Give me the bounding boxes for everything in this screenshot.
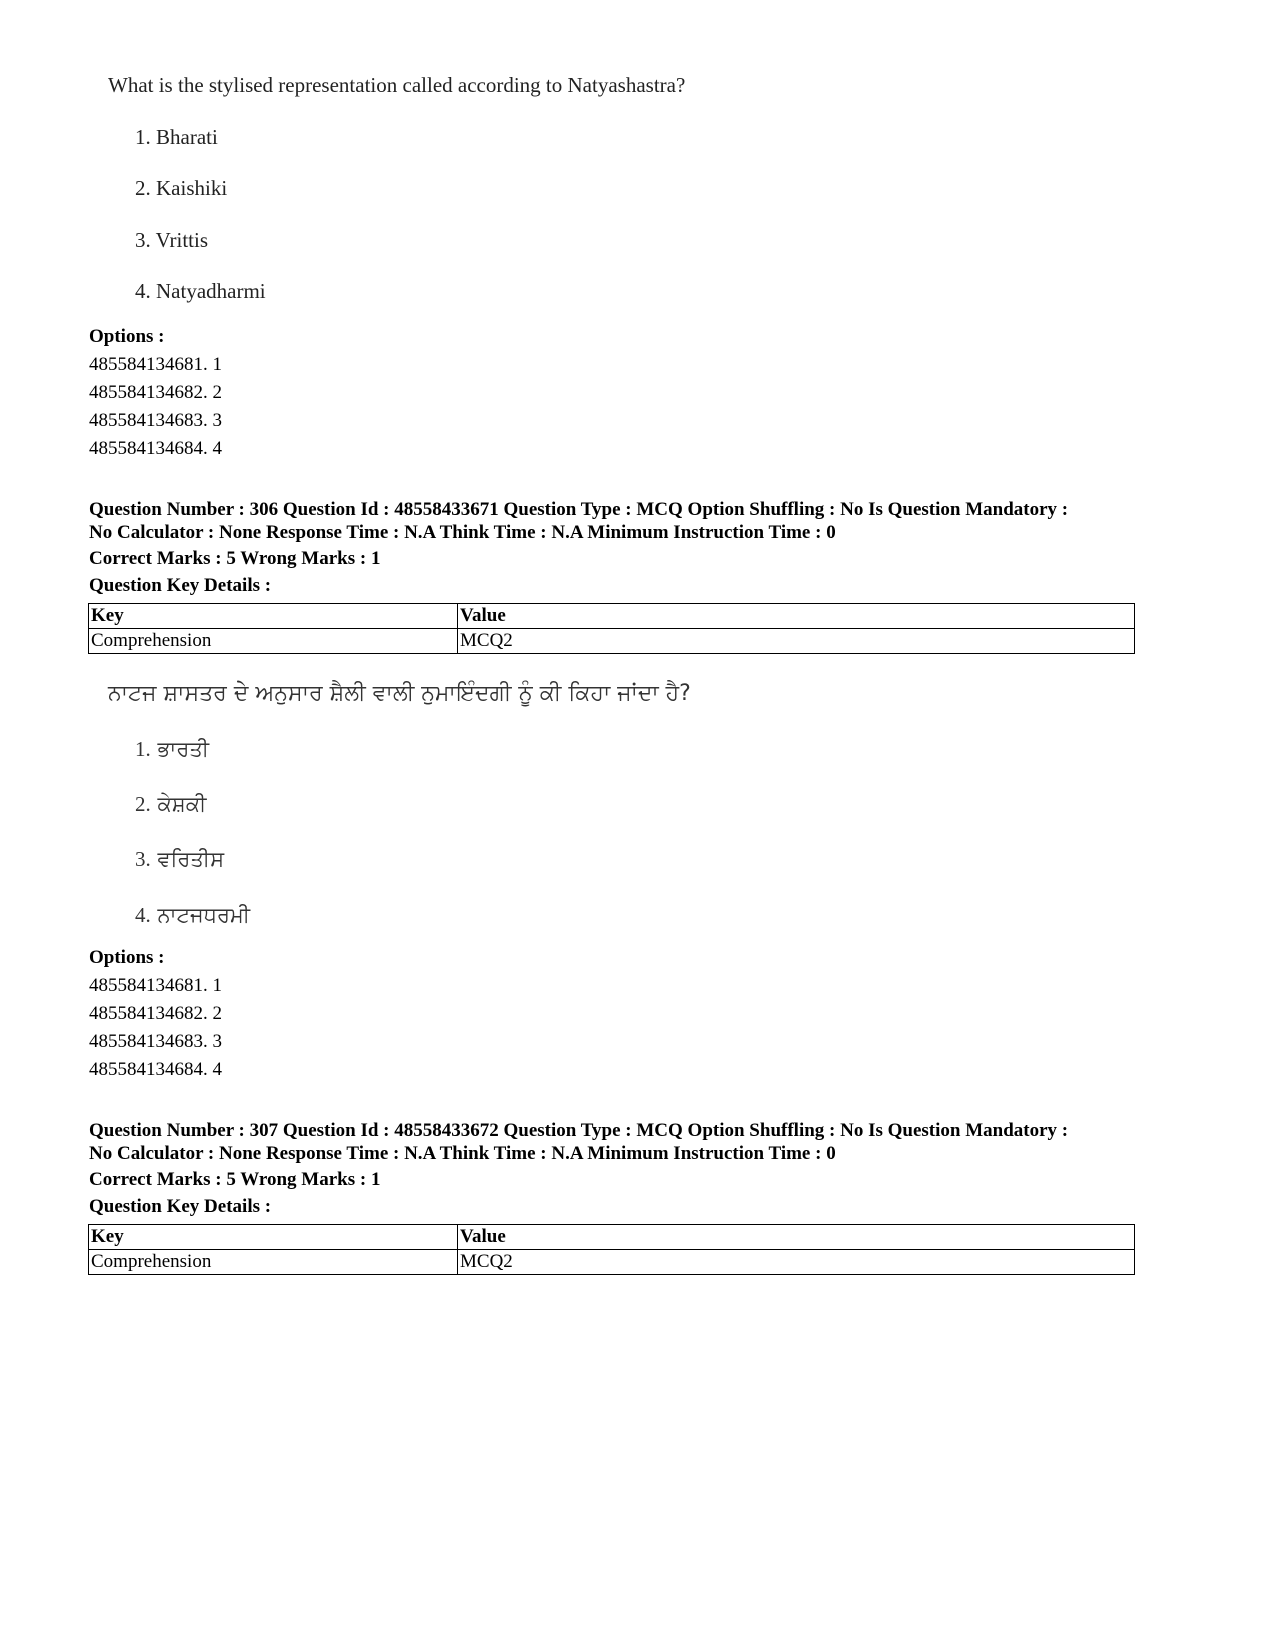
table-header-row (89, 604, 1135, 629)
table-row (89, 1250, 1135, 1275)
question-306-key-table (88, 603, 1135, 654)
table-header-value: Value (458, 1225, 1135, 1250)
table-cell-key: Comprehension (89, 629, 458, 654)
question-choice-pa-4: 4. ਨਾਟਜਧਰਮੀ (135, 903, 251, 927)
question-307-meta-line-1: Question Number : 307 Question Id : 48558433672 Question Type : MCQ Option Shuffling : No Is Question Mandatory : (89, 1120, 1069, 1141)
question-text-english: What is the stylised representation called according to Natyashastra? (108, 73, 686, 97)
question-choice-2: 2. Kaishiki (135, 176, 228, 200)
table-header-value: Value (458, 604, 1135, 629)
option-id-3: 485584134683. 3 (89, 1031, 222, 1052)
question-307-key-table (88, 1224, 1135, 1275)
question-307-key-details-label: Question Key Details : (89, 1196, 272, 1217)
question-choice-4: 4. Natyadharmi (135, 279, 266, 303)
question-307-marks: Correct Marks : 5 Wrong Marks : 1 (89, 1169, 381, 1190)
table-cell-value: MCQ2 (458, 629, 1135, 654)
question-307-meta-line-2: No Calculator : None Response Time : N.A Think Time : N.A Minimum Instruction Time : 0 (89, 1143, 836, 1164)
question-choice-1: 1. Bharati (135, 125, 218, 149)
question-choice-3: 3. Vrittis (135, 228, 209, 252)
table-row (89, 629, 1135, 654)
table-cell-value: MCQ2 (458, 1250, 1135, 1275)
option-id-2: 485584134682. 2 (89, 1003, 222, 1024)
table-header-key: Key (89, 1225, 458, 1250)
table-cell-key: Comprehension (89, 1250, 458, 1275)
question-307-meta (89, 1119, 1199, 1165)
table-header-key: Key (89, 604, 458, 629)
question-choice-pa-1: 1. ਭਾਰਤੀ (135, 737, 210, 761)
question-choice-pa-3: 3. ਵਰਿਤੀਸ (135, 847, 225, 871)
question-306-meta-line-2: No Calculator : None Response Time : N.A Think Time : N.A Minimum Instruction Time : 0 (89, 522, 836, 543)
option-id-1: 485584134681. 1 (89, 975, 222, 996)
question-choice-pa-2: 2. ਕੇਸ਼ਕੀ (135, 792, 207, 816)
options-label: Options : (89, 326, 165, 347)
options-list (89, 972, 222, 1084)
question-306-marks: Correct Marks : 5 Wrong Marks : 1 (89, 548, 381, 569)
question-text-punjabi: ਨਾਟਜ ਸ਼ਾਸਤਰ ਦੇ ਅਨੁਸਾਰ ਸ਼ੈਲੀ ਵਾਲੀ ਨੁਮਾਇੰਦਗੀ ਨੂੰ ਕੀ ਕਿਹਾ ਜਾਂਦਾ ਹੈ? (108, 681, 691, 706)
question-306-meta-line-1: Question Number : 306 Question Id : 48558433671 Question Type : MCQ Option Shuffling : No Is Question Mandatory : (89, 499, 1069, 520)
option-id-2: 485584134682. 2 (89, 382, 222, 403)
option-id-4: 485584134684. 4 (89, 1059, 222, 1080)
options-label: Options : (89, 947, 165, 968)
question-306-key-details-label: Question Key Details : (89, 575, 272, 596)
table-header-row (89, 1225, 1135, 1250)
option-id-3: 485584134683. 3 (89, 410, 222, 431)
option-id-1: 485584134681. 1 (89, 354, 222, 375)
question-306-meta (89, 498, 1199, 544)
option-id-4: 485584134684. 4 (89, 438, 222, 459)
options-list (89, 351, 222, 463)
